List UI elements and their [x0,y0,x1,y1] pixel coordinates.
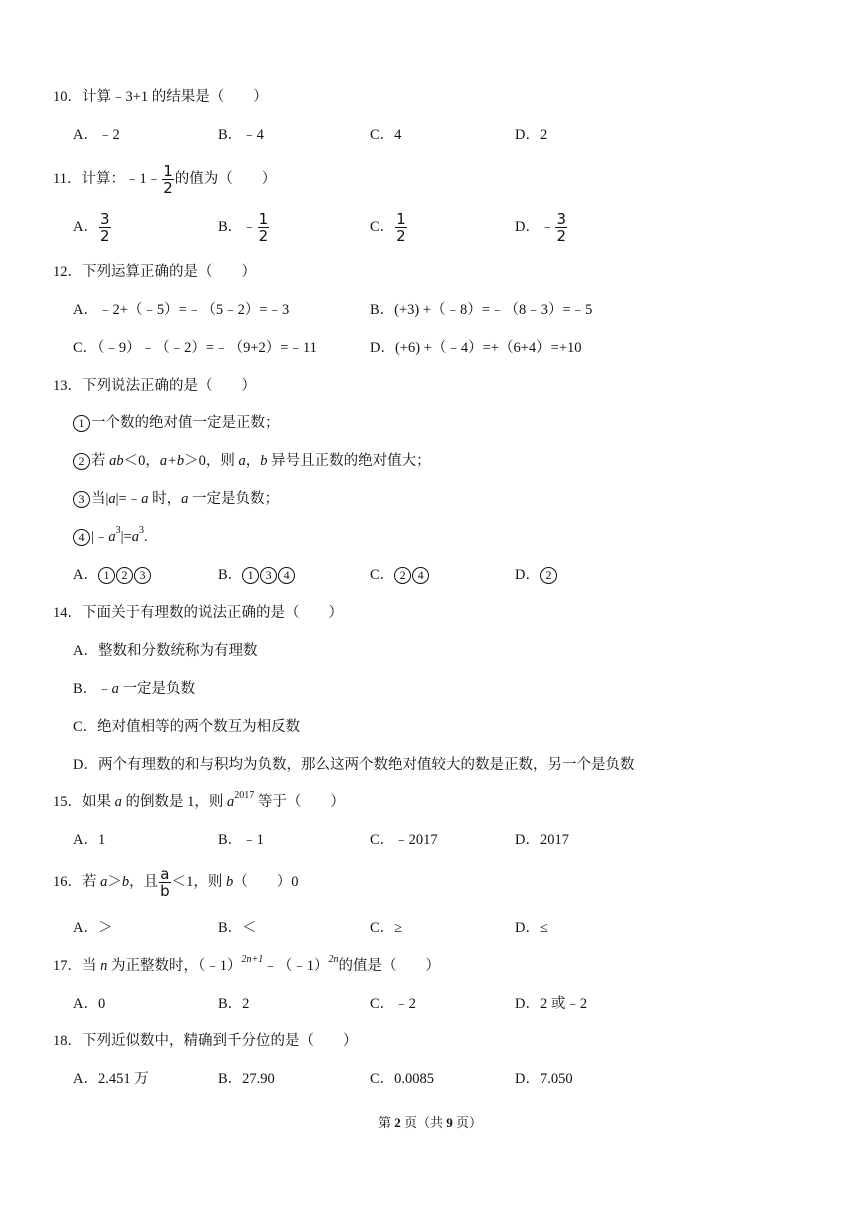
option-label: B． [218,567,243,583]
option-c: C．﹣2017 [370,832,438,848]
statement-text: 一定是负数； [188,491,279,507]
option-label: B．﹣ [73,681,112,697]
circled-number: 2 [540,567,557,584]
stem-text: 计算：﹣1﹣ [81,170,162,187]
circled-number: 1 [98,567,115,584]
stem-text: 当 [82,958,101,974]
fraction-denominator: b [160,882,170,900]
fraction-denominator: 2 [99,227,110,246]
stem-text: ＜1，则 [171,873,227,890]
page-footer [0,1112,860,1131]
statement-text: |﹣ [91,529,109,545]
stem-text: ﹣（﹣1） [263,958,329,974]
option-c [370,565,430,585]
variable: b [260,453,268,469]
exponent: 3 [139,525,144,536]
option-label: C． [370,567,395,583]
question-number: 12． [53,264,82,280]
option-b: B．2 [218,996,250,1012]
variable: a [227,794,235,810]
stem-text: 的值为（ ） [174,170,277,187]
stem-text: ＞ [107,873,122,890]
fraction-numerator: 3 [99,210,110,229]
question-13 [53,376,256,396]
variable: a [181,491,189,507]
option-a [73,210,112,244]
option-a: A．1 [73,832,106,848]
option-b: B．﹣1 [218,832,264,848]
minus-sign: ﹣ [539,219,555,235]
fraction [555,211,567,244]
fraction-numerator: 1 [163,162,173,180]
statement-text: |= [120,529,132,545]
fraction [258,211,270,244]
question-12 [53,262,256,282]
exponent: 2017 [234,790,255,801]
statement-text: 一个数的绝对值一定是正数； [91,415,280,431]
fraction-numerator: 3 [556,210,567,229]
variable: b [121,873,130,890]
option-label: A． [73,219,98,235]
statement-text: 异号且正数的绝对值大； [267,453,431,469]
option-b: B．＜ [218,920,257,936]
question-number: 13． [53,378,82,394]
question-16 [53,866,299,899]
fraction-denominator: 2 [258,227,269,246]
circled-number: 1 [242,567,259,584]
statement-text: 当| [91,491,109,507]
variable: a [114,794,122,810]
fraction-denominator: 2 [556,227,567,246]
question-stem: 下列近似数中，精确到千分位的是（ ） [82,1033,358,1049]
option-a: A．＞ [73,920,113,936]
page-number: 2 [394,1115,401,1130]
option-c: C．4 [370,127,402,143]
question-number: 16． [53,873,82,890]
option-label: A． [73,567,98,583]
variable: a [100,873,108,890]
option-label: C． [370,219,395,235]
statement-text: . [144,529,148,545]
option-d: D．7.050 [515,1071,573,1087]
variable: a+b [159,453,185,469]
statement-text: 时， [148,491,182,507]
question-number: 18． [53,1033,82,1049]
question-stem: 计算﹣3+1 的结果是（ ） [82,89,268,105]
option-text: 一定是负数 [118,681,196,697]
stem-text: 的值是（ ） [338,958,440,974]
option-b: B．﹣4 [218,127,264,143]
statement-1 [73,413,280,433]
statement-text: |=﹣ [115,491,142,507]
question-stem: 下面关于有理数的说法正确的是（ ） [82,605,343,621]
question-stem: 下列运算正确的是（ ） [82,264,256,280]
variable: b [226,873,234,890]
option-b: B．27.90 [218,1071,275,1087]
option-a [73,565,152,585]
question-14 [53,603,343,623]
option-d: D．2017 [515,832,569,848]
variable: a [131,529,139,545]
circled-number: 2 [73,453,90,470]
statement-text: ， [245,453,261,469]
statement-3 [73,489,279,509]
option-d [515,210,568,244]
question-stem: 下列说法正确的是（ ） [82,378,256,394]
stem-text: ，且 [129,873,159,890]
fraction-denominator: 2 [396,227,406,246]
option-b: B．(+3) +（﹣8）=﹣（8﹣3）=﹣5 [370,302,593,318]
circled-number: 2 [394,567,411,584]
fraction [99,211,111,244]
option-a: A．﹣2+（﹣5）=﹣（5﹣2）=﹣3 [73,302,290,318]
statement-text: ＞0，则 [184,453,239,469]
stem-text: 的倒数是 1，则 [121,794,227,810]
circled-number: 2 [116,567,133,584]
question-number: 17． [53,958,82,974]
exponent: 2n+1 [241,954,264,965]
option-a: A．0 [73,996,106,1012]
stem-text: （ ）0 [233,873,299,890]
fraction-denominator: 2 [163,179,173,197]
statement-text: ＜0， [123,453,160,469]
option-d: D．≤ [515,920,548,936]
stem-text: 如果 [82,794,115,810]
footer-text: 页） [452,1115,483,1130]
option-b [73,679,195,699]
option-c [370,210,408,244]
fraction [395,211,407,244]
footer-text: 页（共 [400,1115,447,1130]
question-11 [53,163,276,196]
option-c: C．≥ [370,920,403,936]
option-d: D．2 或﹣2 [515,996,588,1012]
fraction [162,163,174,196]
variable: a [141,491,149,507]
option-a: A．整数和分数统称为有理数 [73,643,258,659]
option-d [515,565,558,585]
circled-number: 4 [278,567,295,584]
question-17 [53,956,440,976]
statement-4 [73,527,148,547]
exponent: 3 [115,525,121,536]
total-pages: 9 [446,1115,453,1130]
circled-number: 1 [73,415,90,432]
fraction [159,866,171,899]
option-b [218,565,296,585]
fraction-numerator: a [160,865,170,883]
variable: a [108,529,116,545]
variable: ab [109,453,124,469]
stem-text: 为正整数时，（﹣1） [107,958,242,974]
option-label: D． [515,219,540,235]
fraction-numerator: 1 [396,210,406,229]
option-label: D． [515,567,540,583]
question-10 [53,87,268,107]
circled-number: 3 [260,567,277,584]
circled-number: 3 [134,567,151,584]
fraction-numerator: 1 [258,210,269,229]
option-c: C．绝对值相等的两个数互为相反数 [73,719,301,735]
question-number: 14． [53,605,82,621]
question-number: 11． [53,170,82,187]
option-c: C．0.0085 [370,1071,435,1087]
variable: a [238,453,246,469]
question-18 [53,1031,358,1051]
option-a: A．﹣2 [73,127,120,143]
variable: n [100,958,108,974]
option-d: D．(+6) +（﹣4）=+（6+4）=+10 [370,340,582,356]
circled-number: 4 [73,529,90,546]
circled-number: 3 [73,491,90,508]
footer-text: 第 [377,1115,395,1130]
question-number: 15． [53,794,82,810]
question-15 [53,792,345,812]
minus-sign: ﹣ [242,219,257,235]
option-d: D．两个有理数的和与积均为负数，那么这两个数绝对值较大的数是正数，另一个是负数 [73,757,635,773]
option-a: A．2.451 万 [73,1071,149,1087]
option-c: C．﹣2 [370,996,416,1012]
variable: a [111,681,119,697]
variable: a [108,491,116,507]
circled-number: 4 [412,567,429,584]
option-b [218,210,270,244]
stem-text: 等于（ ） [254,794,345,810]
question-number: 10． [53,89,82,105]
option-c: C．（﹣9）﹣（﹣2）=﹣（9+2）=﹣11 [73,340,317,356]
statement-2 [73,451,431,471]
exponent: 2n [328,954,339,965]
option-label: B． [218,219,243,235]
option-d: D．2 [515,127,548,143]
stem-text: 若 [82,873,101,890]
statement-text: 若 [91,453,110,469]
